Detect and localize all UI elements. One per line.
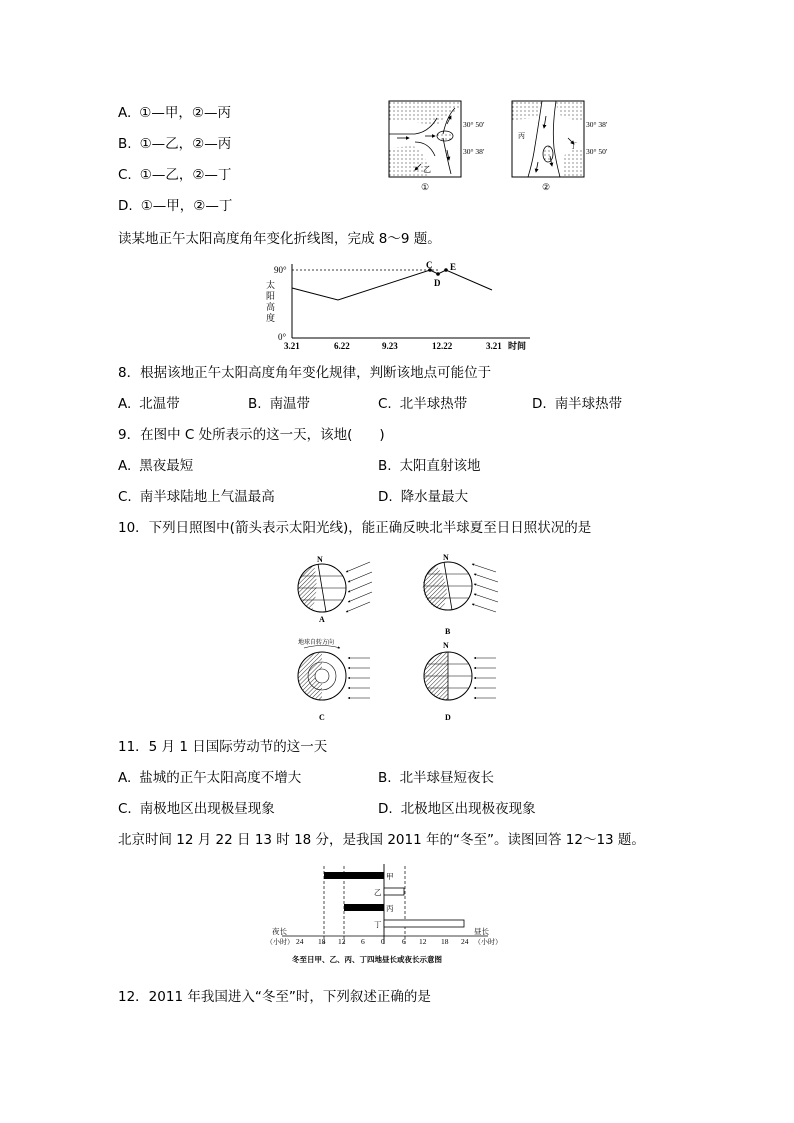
q10-stem: 10．下列日照图中(箭头表示太阳光线)，能正确反映北半球夏至日日照状况的是 bbox=[118, 520, 592, 536]
bar-ding bbox=[384, 920, 464, 927]
label-e: E bbox=[450, 262, 457, 272]
option-letter: C. bbox=[378, 396, 392, 412]
rotation-title: 地球自转方向 bbox=[298, 640, 335, 646]
day-length-figure bbox=[262, 862, 522, 974]
north-label: N bbox=[443, 641, 449, 650]
label-d: D bbox=[434, 278, 441, 288]
row-jia: 甲 bbox=[386, 872, 394, 881]
lat-top: 30° 38′ bbox=[586, 120, 608, 129]
q11-option-b bbox=[378, 769, 494, 787]
day-length-svg bbox=[262, 862, 522, 974]
option-text: ①—乙，②—丁 bbox=[139, 167, 232, 183]
point-e bbox=[444, 268, 448, 272]
left-unit: （小时） bbox=[266, 938, 294, 946]
q8-option-c bbox=[378, 395, 467, 413]
tick-9: 24 bbox=[461, 937, 469, 946]
bar-jia bbox=[324, 872, 384, 879]
option-text: 南半球热带 bbox=[554, 396, 623, 412]
option-letter: B. bbox=[378, 770, 392, 786]
lat-top: 30° 50′ bbox=[463, 120, 485, 129]
lat-bottom: 30° 50′ bbox=[586, 147, 608, 156]
label-yi: 乙 bbox=[423, 165, 431, 174]
globe-a bbox=[297, 555, 372, 624]
option-letter: B. bbox=[248, 396, 262, 412]
right-label: 昼长 bbox=[474, 927, 489, 936]
label-bing: 丙 bbox=[518, 132, 525, 140]
x-tick-2: 6.22 bbox=[334, 341, 350, 351]
sun-altitude-chart bbox=[262, 258, 542, 354]
globe-c-label: C bbox=[319, 713, 325, 722]
globes-svg bbox=[290, 550, 510, 726]
q11-option-c bbox=[118, 800, 275, 818]
bar-yi bbox=[384, 888, 404, 895]
map-2-svg bbox=[508, 98, 620, 194]
globe-c bbox=[298, 638, 370, 722]
y-label-2: 阳 bbox=[266, 291, 276, 301]
option-letter: B. bbox=[118, 136, 132, 152]
x-tick-4: 12.22 bbox=[432, 341, 453, 351]
option-letter: D. bbox=[378, 801, 393, 817]
left-label: 夜长 bbox=[272, 927, 287, 936]
bar-bing bbox=[344, 904, 384, 911]
globe-a-label: A bbox=[319, 615, 325, 624]
right-unit: （小时） bbox=[474, 938, 502, 946]
option-letter: C. bbox=[118, 489, 132, 505]
option-text: 南极地区出现极昼现象 bbox=[139, 801, 275, 817]
q7-option-d bbox=[118, 197, 232, 215]
option-letter: C. bbox=[118, 801, 132, 817]
label-c: C bbox=[426, 260, 433, 270]
map-caption: ② bbox=[542, 182, 551, 192]
option-letter: B. bbox=[378, 458, 392, 474]
map-figure-1 bbox=[385, 98, 497, 194]
option-letter: A. bbox=[118, 770, 132, 786]
option-letter: A. bbox=[118, 105, 132, 121]
tick-2: 18 bbox=[318, 937, 326, 946]
lat-bottom: 30° 38′ bbox=[463, 147, 485, 156]
tick-3: 12 bbox=[338, 937, 346, 946]
tick-5: 0 bbox=[381, 937, 385, 946]
option-text: 北温带 bbox=[139, 396, 180, 412]
option-text: 北极地区出现极夜现象 bbox=[400, 801, 536, 817]
q9-option-d bbox=[378, 488, 468, 506]
option-text: ①—乙，②—丙 bbox=[139, 136, 232, 152]
sun-altitude-svg bbox=[262, 258, 542, 354]
option-text: ①—甲，②—丙 bbox=[139, 105, 232, 121]
x-tick-3: 9.23 bbox=[382, 341, 398, 351]
option-text: 降水量最大 bbox=[400, 489, 469, 505]
q8-option-b bbox=[248, 395, 310, 413]
row-bing: 丙 bbox=[386, 904, 394, 913]
q9-option-c bbox=[118, 488, 275, 506]
globe-b bbox=[423, 553, 498, 636]
option-letter: C. bbox=[118, 167, 132, 183]
option-letter: D. bbox=[378, 489, 393, 505]
row-yi: 乙 bbox=[374, 888, 382, 897]
y-label-3: 高 bbox=[266, 302, 276, 312]
y-top-label: 90° bbox=[274, 265, 287, 275]
option-text: 北半球昼短夜长 bbox=[399, 770, 495, 786]
intro-8-9: 读某地正午太阳高度角年变化折线图，完成 8～9 题。 bbox=[118, 231, 441, 247]
option-text: ①—甲，②—丁 bbox=[140, 198, 233, 214]
q11-option-a bbox=[118, 769, 301, 787]
north-label: N bbox=[317, 555, 323, 564]
q9-option-a bbox=[118, 457, 193, 475]
globe-d bbox=[424, 641, 496, 722]
q8-option-a bbox=[118, 395, 180, 413]
map-1-svg bbox=[385, 98, 497, 194]
q12-stem: 12．2011 年我国进入“冬至”时，下列叙述正确的是 bbox=[118, 989, 431, 1005]
q8-option-d bbox=[532, 395, 622, 413]
q7-option-c bbox=[118, 166, 231, 184]
q11-option-d bbox=[378, 800, 536, 818]
altitude-line bbox=[292, 270, 492, 300]
label-ding: 丁 bbox=[570, 142, 577, 150]
option-letter: D. bbox=[118, 198, 133, 214]
option-letter: A. bbox=[118, 458, 132, 474]
x-tick-5: 3.21 bbox=[486, 341, 502, 351]
tick-1: 24 bbox=[296, 937, 304, 946]
option-text: 黑夜最短 bbox=[139, 458, 194, 474]
tick-6: 6 bbox=[402, 937, 406, 946]
y-label-4: 度 bbox=[266, 313, 276, 323]
option-text: 南半球陆地上气温最高 bbox=[139, 489, 275, 505]
globe-figures bbox=[290, 550, 510, 726]
q8-stem: 8．根据该地正午太阳高度角年变化规律，判断该地点可能位于 bbox=[118, 365, 492, 381]
globe-b-label: B bbox=[445, 627, 451, 636]
q9-option-b bbox=[378, 457, 481, 475]
q9-stem: 9．在图中 C 处所表示的这一天，该地( ) bbox=[118, 427, 385, 443]
tick-8: 18 bbox=[441, 937, 449, 946]
x-tick-1: 3.21 bbox=[284, 341, 300, 351]
map-caption: ① bbox=[421, 182, 430, 192]
option-text: 南温带 bbox=[269, 396, 311, 412]
tick-7: 12 bbox=[419, 937, 427, 946]
figure-caption: 冬至日甲、乙、丙、丁四地昼长或夜长示意图 bbox=[292, 955, 442, 964]
row-ding: 丁 bbox=[374, 920, 382, 929]
y-label-1: 太 bbox=[266, 280, 276, 290]
option-text: 太阳直射该地 bbox=[399, 458, 481, 474]
option-text: 北半球热带 bbox=[399, 396, 468, 412]
point-d bbox=[436, 272, 440, 276]
option-letter: A. bbox=[118, 396, 132, 412]
tick-4: 6 bbox=[361, 937, 365, 946]
q7-option-a bbox=[118, 104, 231, 122]
q11-stem: 11．5 月 1 日国际劳动节的这一天 bbox=[118, 739, 328, 755]
q7-option-b bbox=[118, 135, 231, 153]
north-label: N bbox=[443, 553, 449, 562]
x-unit: 时间 bbox=[508, 341, 527, 351]
globe-d-label: D bbox=[445, 713, 451, 722]
option-letter: D. bbox=[532, 396, 547, 412]
intro-12-13: 北京时间 12 月 22 日 13 时 18 分，是我国 2011 年的“冬至”。读图回答 12～13 题。 bbox=[118, 832, 645, 848]
y-bottom-label: 0° bbox=[278, 332, 287, 342]
option-text: 盐城的正午太阳高度不增大 bbox=[139, 770, 302, 786]
map-figure-2 bbox=[508, 98, 620, 194]
